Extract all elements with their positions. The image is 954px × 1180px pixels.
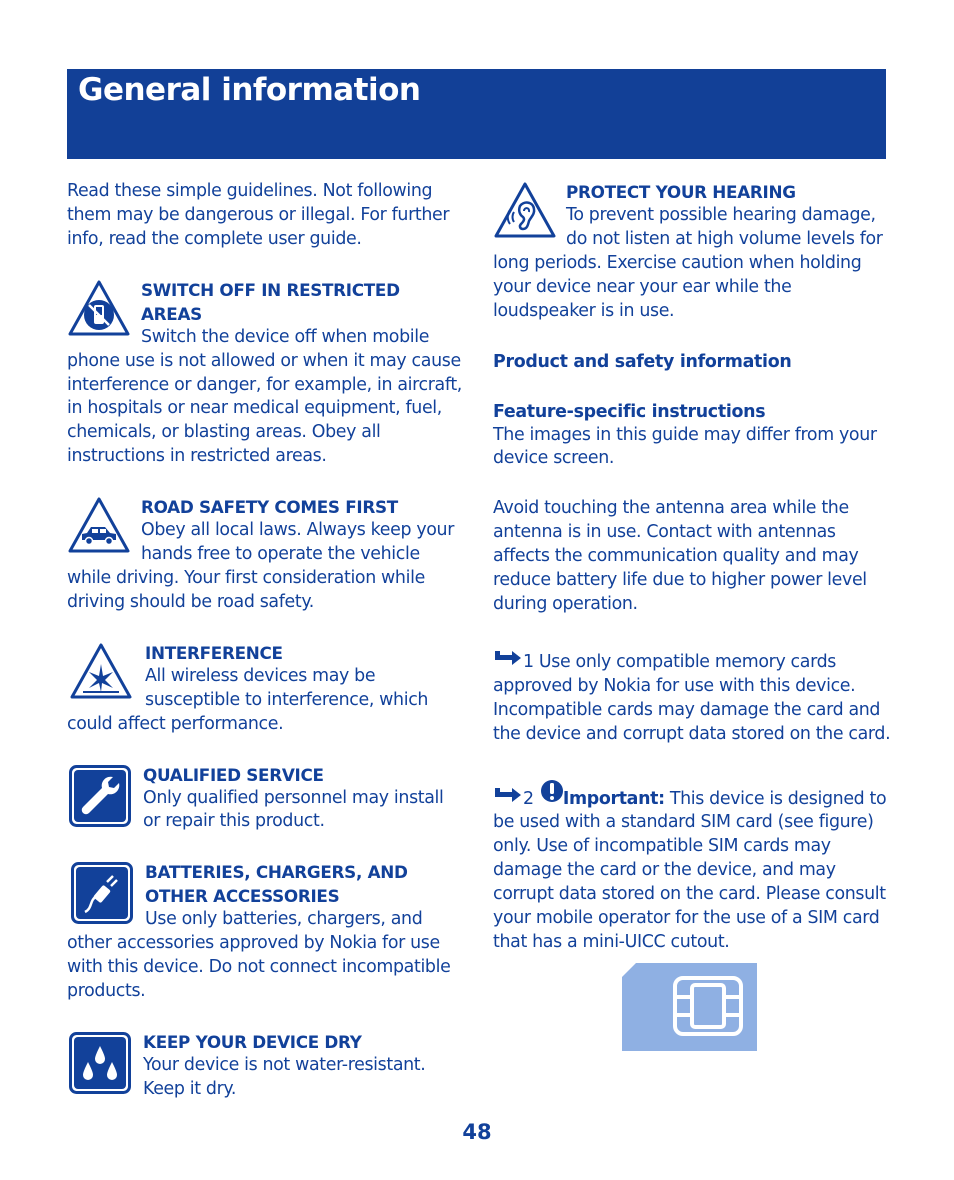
section-road-safety: [67, 495, 463, 615]
section-restricted-areas: [67, 278, 463, 469]
exclamation-icon: [539, 779, 563, 807]
feature-specific-heading: Feature-specific instructions: [493, 401, 766, 422]
note-number: 2: [523, 788, 534, 809]
section-text: Switch the device off when mobile phone use is not allowed or when it may cause interference or danger, for example, in aircraft, in hospitals or near medical equipment, fuel, chemicals, or blasting areas. Obey all instructions in restricted areas.: [67, 326, 462, 467]
left-column: [67, 180, 463, 1128]
section-text: Your device is not water-resistant. Keep it dry.: [143, 1054, 426, 1099]
section-batteries: [67, 860, 463, 1004]
right-column: [493, 180, 891, 955]
note-arrow-icon: [493, 786, 523, 806]
section-title: INTERFERENCE: [145, 642, 283, 663]
header-banner: [67, 69, 886, 159]
section-title: QUALIFIED SERVICE: [143, 764, 324, 785]
section-interference: [67, 641, 463, 737]
section-title: BATTERIES, CHARGERS, AND OTHER ACCESSORIES: [145, 862, 408, 907]
sim-card-figure: [622, 963, 757, 1051]
page-title: General information: [78, 72, 421, 108]
intro-text: Read these simple guidelines. Not following them may be dangerous or illegal. For further info, read the complete user guide.: [67, 181, 450, 249]
note-2: [493, 779, 891, 955]
ear-warning-icon: [493, 181, 557, 239]
section-title: PROTECT YOUR HEARING: [566, 182, 796, 202]
section-keep-dry: [67, 1030, 463, 1102]
charger-plug-icon: [71, 862, 133, 924]
important-label: Important:: [562, 788, 665, 809]
interference-warning-icon: [67, 642, 135, 700]
note-number: 1: [523, 651, 534, 672]
section-hearing: [493, 180, 891, 324]
no-phone-warning-icon: [67, 279, 131, 337]
note-1: [493, 649, 891, 747]
note-text: Use only compatible memory cards approved by Nokia for use with this device. Incompatible cards may damage the card and the device and corrupt data stored on the card.: [493, 651, 891, 744]
note-text: This device is designed to be used with a standard SIM card (see figure) only. Use of incompatible SIM cards may damage the card or the device, and may corrupt data stored on the card. Please consult your mobile operator for the use of a SIM card that has a mini-UICC cutout.: [493, 788, 887, 952]
car-warning-icon: [67, 496, 131, 554]
section-title: SWITCH OFF IN RESTRICTED AREAS: [141, 279, 400, 324]
section-title: KEEP YOUR DEVICE DRY: [143, 1031, 362, 1052]
antenna-text: Avoid touching the antenna area while the antenna is in use. Contact with antennas affects the communication quality and may reduce battery life due to higher power level during operation.: [493, 498, 867, 614]
note-arrow-icon: [493, 649, 523, 669]
section-text: All wireless devices may be susceptible to interference, which could affect performance.: [67, 665, 429, 734]
section-text: Only qualified personnel may install or repair this product.: [143, 787, 444, 832]
page-number: 48: [462, 1120, 492, 1144]
product-safety-heading: Product and safety information: [493, 351, 792, 372]
feature-text: The images in this guide may differ from your device screen.: [493, 424, 877, 469]
section-qualified-service: [67, 763, 463, 835]
section-text: Use only batteries, chargers, and other accessories approved by Nokia for use with this device. Do not connect incompatible products.: [67, 909, 451, 1002]
wrench-icon: [69, 765, 131, 827]
section-text: To prevent possible hearing damage, do not listen at high volume levels for long periods. Exercise caution when holding your device near your ear while the loudspeaker is in use.: [493, 205, 883, 321]
section-text: Obey all local laws. Always keep your hands free to operate the vehicle while driving. Your first consideration while driving should be road safety.: [67, 520, 455, 612]
water-drops-icon: [69, 1032, 131, 1094]
section-title: ROAD SAFETY COMES FIRST: [141, 497, 398, 518]
